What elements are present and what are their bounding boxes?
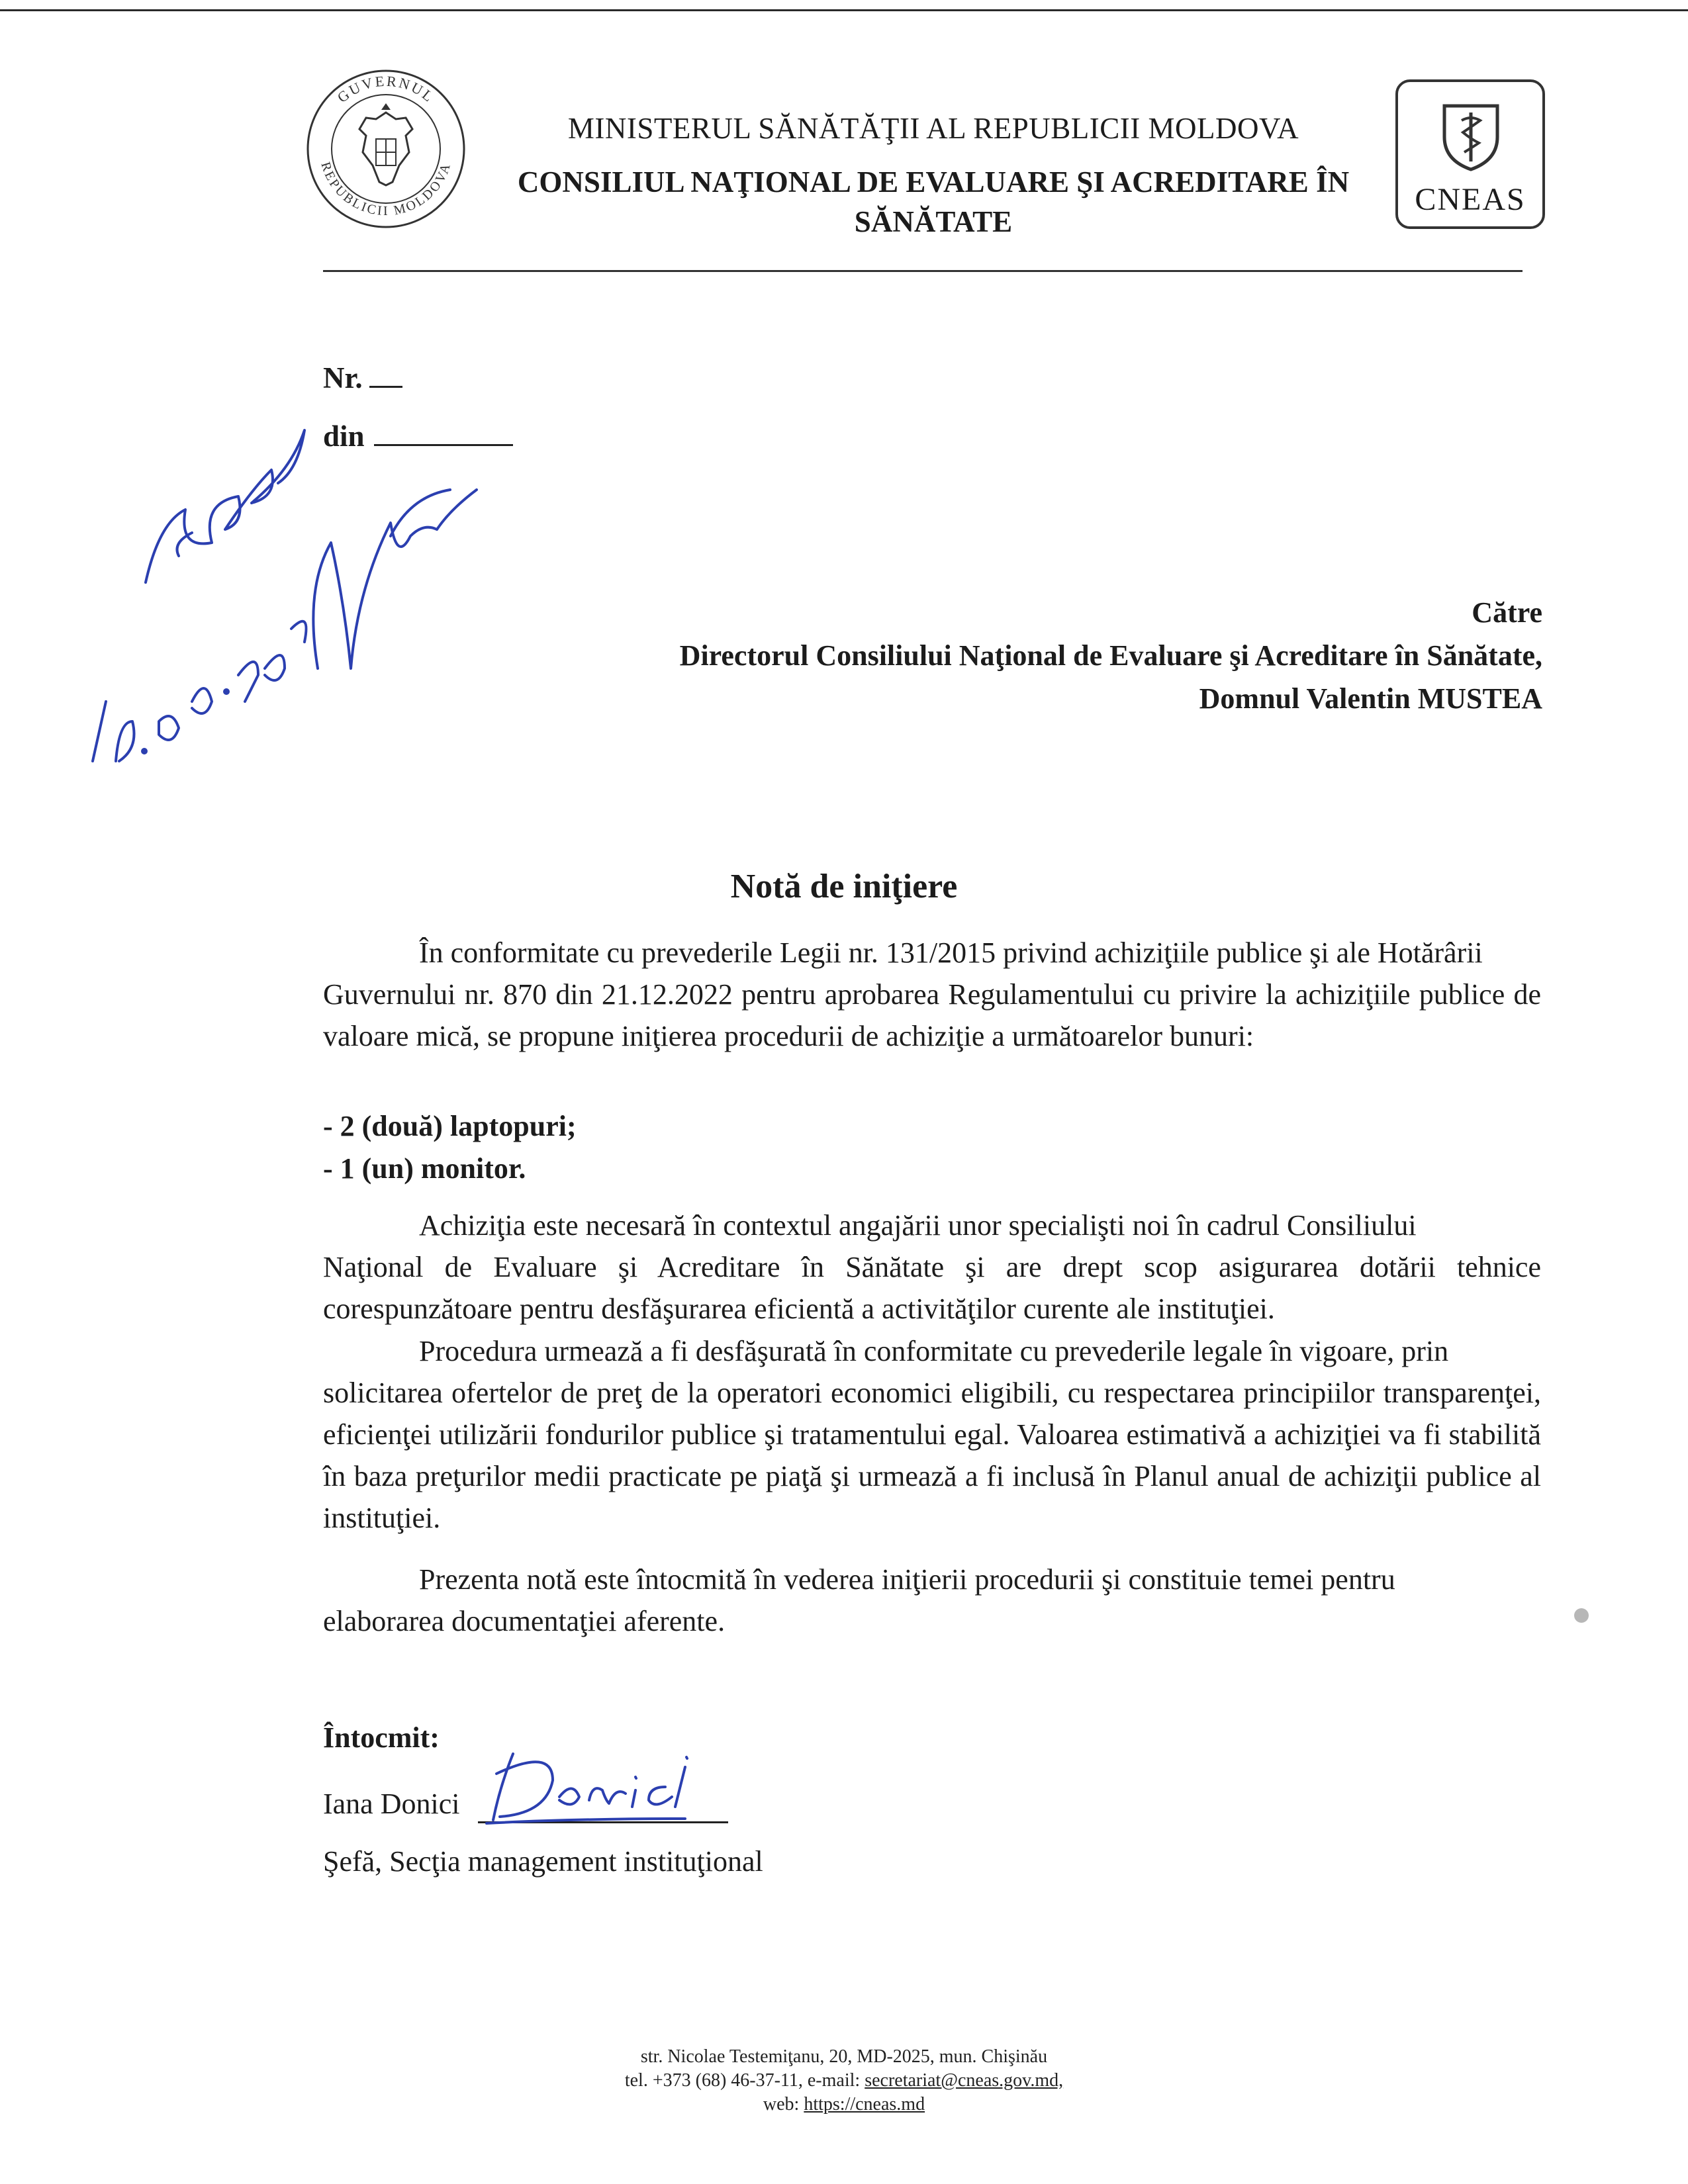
footer-web-line [0, 2093, 1688, 2116]
paragraph-3-rest: solicitarea ofertelor de preţ de la operatori economici eligibili, cu respectarea principiilor transparenţei, eficienţei utilizării fondurilor publice şi tratamentului egal. Valoarea estimativă a achiziţiei va fi stabilită în baza preţurilor medii practicate pe piaţă şi urmează a fi inclusă în Planul anual de achiziţii publice al instituţiei. [323, 1377, 1541, 1534]
addressee-line3: Domnul Valentin MUSTEA [1199, 682, 1542, 715]
header-divider [323, 270, 1523, 272]
state-emblem-seal-icon [303, 66, 469, 232]
paragraph-4 [323, 1559, 1541, 1642]
paragraph-1-first-line: În conformitate cu prevederile Legii nr. 131/2015 privind achiziţiile publice şi ale Hotărârii [419, 936, 1483, 969]
footer-address: str. Nicolae Testemiţanu, 20, MD-2025, mun. Chişinău [640, 2046, 1048, 2067]
signer-name: Iana Donici [323, 1788, 460, 1820]
footer-contacts [0, 2045, 1688, 2116]
caduceus-shield-icon [1438, 101, 1504, 173]
footer-contact-line [0, 2069, 1688, 2093]
paragraph-2-rest: Naţional de Evaluare şi Acreditare în Sănătate şi are drept scop asigurarea dotării tehnice corespunzătoare pentru desfăşurarea eficientă a activităţilor curente ale instituţiei. [323, 1251, 1541, 1325]
council-name-line1: CONSILIUL NAŢIONAL DE EVALUARE ŞI ACREDITARE ÎN [517, 165, 1350, 199]
council-name [483, 162, 1383, 242]
footer-phone: tel. +373 (68) 46-37-11, e-mail: [624, 2070, 865, 2091]
footer-email-link[interactable]: secretariat@cneas.gov.md, [865, 2070, 1064, 2091]
paragraph-2 [323, 1205, 1541, 1330]
footer-web-link[interactable]: https://cneas.md [804, 2094, 925, 2115]
goods-list [323, 1105, 577, 1190]
seal-text-top: GUVERNUL [334, 72, 438, 107]
paragraph-3 [323, 1330, 1541, 1539]
council-name-line2: SĂNĂTATE [854, 205, 1013, 238]
scan-speck [1574, 1608, 1589, 1623]
ministry-name: MINISTERUL SĂNĂTĂŢII AL REPUBLICII MOLDOVA [567, 112, 1299, 145]
svg-text:GUVERNUL [334, 73, 438, 106]
paragraph-3-first-line: Procedura urmează a fi desfăşurată în conformitate cu prevederile legale în vigoare, prin [419, 1335, 1449, 1367]
paragraph-2-first-line: Achiziţia este necesară în contextul angajării unor specialişti noi în cadrul Consiliului [419, 1209, 1417, 1242]
goods-list-item: - 1 (un) monitor. [323, 1152, 526, 1185]
scan-edge-line [0, 9, 1688, 11]
document-title: Notă de iniţiere [730, 868, 958, 905]
prepared-by-label: Întocmit: [323, 1721, 440, 1754]
signer-role: Şefă, Secţia management instituţional [323, 1845, 763, 1878]
paragraph-4-first-line: Prezenta notă este întocmită în vederea iniţierii procedurii şi constituie temei pentru [419, 1563, 1395, 1596]
addressee-line1: Către [1472, 596, 1542, 629]
nr-label: Nr. [323, 361, 363, 394]
addressee-line2: Directorul Consiliului Naţional de Evaluare şi Acreditare în Sănătate, [679, 639, 1542, 672]
handwritten-signature-donici [473, 1734, 712, 1833]
paragraph-1 [323, 932, 1541, 1057]
nr-blank-line [369, 361, 402, 388]
seal-text-bottom: REPUBLICII MOLDOVA [318, 160, 454, 219]
footer-web-prefix: web: [763, 2094, 804, 2115]
cneas-logo [1395, 79, 1545, 229]
paragraph-1-rest: Guvernului nr. 870 din 21.12.2022 pentru aprobarea Regulamentului cu privire la achiziţiile publice de valoare mică, se propune iniţierea procedurii de achiziţie a următoarelor bunuri: [323, 978, 1541, 1052]
paragraph-4-rest: elaborarea documentaţiei aferente. [323, 1605, 726, 1637]
din-label: din [323, 420, 365, 453]
goods-list-item: - 2 (două) laptopuri; [323, 1110, 577, 1142]
handwritten-resolution-signature [79, 390, 490, 801]
cneas-logo-text: CNEAS [1415, 182, 1526, 217]
